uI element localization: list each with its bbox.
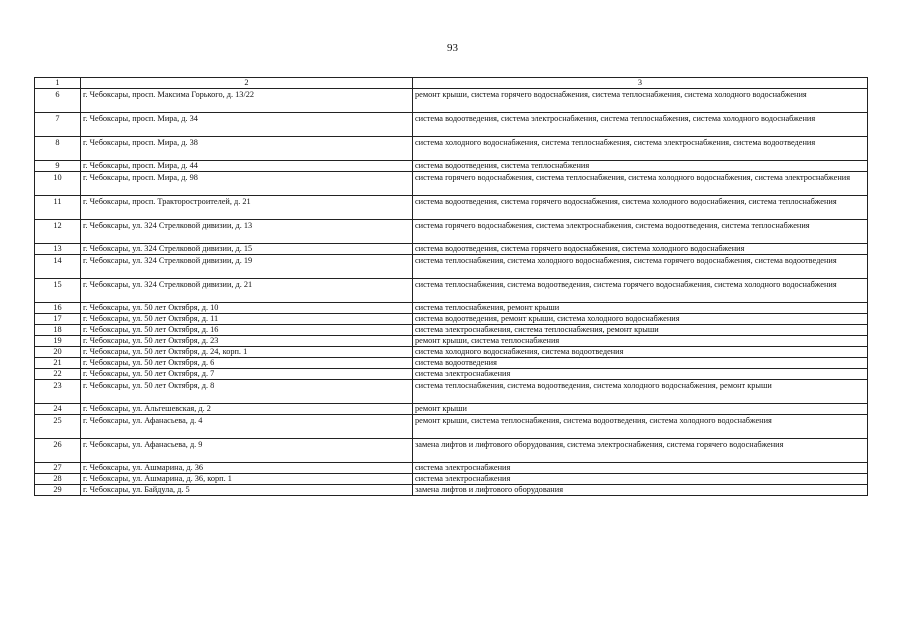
row-number-cell: 27: [35, 463, 81, 474]
column-header-2: 2: [81, 78, 413, 89]
page-number: 93: [447, 42, 458, 54]
address-cell: г. Чебоксары, ул. 324 Стрелковой дивизии, д. 21: [81, 279, 413, 303]
table-row: [35, 196, 868, 220]
works-cell: система холодного водоснабжения, система теплоснабжения, система электроснабжения, система водоотведения: [413, 137, 868, 161]
table-row: [35, 474, 868, 485]
works-cell: система теплоснабжения, ремонт крыши: [413, 303, 868, 314]
address-cell: г. Чебоксары, ул. 324 Стрелковой дивизии, д. 19: [81, 255, 413, 279]
table-row: [35, 255, 868, 279]
address-cell: г. Чебоксары, ул. 324 Стрелковой дивизии, д. 15: [81, 244, 413, 255]
works-cell: ремонт крыши, система теплоснабжения: [413, 336, 868, 347]
address-cell: г. Чебоксары, просп. Тракторостроителей, д. 21: [81, 196, 413, 220]
table-row: [35, 89, 868, 113]
address-cell: г. Чебоксары, ул. 50 лет Октября, д. 11: [81, 314, 413, 325]
column-header-3: 3: [413, 78, 868, 89]
row-number-cell: 14: [35, 255, 81, 279]
table-row: [35, 303, 868, 314]
address-cell: г. Чебоксары, ул. Афанасьева, д. 9: [81, 439, 413, 463]
works-cell: система водоотведения, система электроснабжения, система теплоснабжения, система холодного водоснабжения: [413, 113, 868, 137]
address-cell: г. Чебоксары, просп. Мира, д. 98: [81, 172, 413, 196]
address-cell: г. Чебоксары, ул. 50 лет Октября, д. 7: [81, 369, 413, 380]
address-cell: г. Чебоксары, просп. Мира, д. 34: [81, 113, 413, 137]
works-cell: система электроснабжения: [413, 463, 868, 474]
row-number-cell: 7: [35, 113, 81, 137]
address-cell: г. Чебоксары, ул. Альгешевская, д. 2: [81, 404, 413, 415]
table-row: [35, 369, 868, 380]
works-cell: замена лифтов и лифтового оборудования, система электроснабжения, система горячего водоснабжения: [413, 439, 868, 463]
row-number-cell: 8: [35, 137, 81, 161]
table-row: [35, 220, 868, 244]
row-number-cell: 18: [35, 325, 81, 336]
column-header-1: 1: [35, 78, 81, 89]
row-number-cell: 17: [35, 314, 81, 325]
repair-table: [34, 77, 868, 496]
table-row: [35, 244, 868, 255]
works-cell: система водоотведения, система горячего водоснабжения, система холодного водоснабжения, система теплоснабжения: [413, 196, 868, 220]
table-row: [35, 172, 868, 196]
works-cell: система холодного водоснабжения, система водоотведения: [413, 347, 868, 358]
works-cell: система электроснабжения: [413, 369, 868, 380]
works-cell: система теплоснабжения, система водоотведения, система горячего водоснабжения, система холодного водоснабжения: [413, 279, 868, 303]
address-cell: г. Чебоксары, просп. Мира, д. 38: [81, 137, 413, 161]
table-row: [35, 404, 868, 415]
table-row: [35, 415, 868, 439]
address-cell: г. Чебоксары, ул. 50 лет Октября, д. 16: [81, 325, 413, 336]
works-cell: система электроснабжения: [413, 474, 868, 485]
row-number-cell: 25: [35, 415, 81, 439]
address-cell: г. Чебоксары, ул. Байдула, д. 5: [81, 485, 413, 496]
works-cell: система электроснабжения, система теплоснабжения, ремонт крыши: [413, 325, 868, 336]
row-number-cell: 24: [35, 404, 81, 415]
works-cell: ремонт крыши, система горячего водоснабжения, система теплоснабжения, система холодного водоснабжения: [413, 89, 868, 113]
table-body: [35, 89, 868, 496]
row-number-cell: 23: [35, 380, 81, 404]
works-cell: система горячего водоснабжения, система теплоснабжения, система холодного водоснабжения, система электроснабжения: [413, 172, 868, 196]
table-row: [35, 380, 868, 404]
address-cell: г. Чебоксары, ул. Ашмарина, д. 36: [81, 463, 413, 474]
table-row: [35, 463, 868, 474]
address-cell: г. Чебоксары, ул. 324 Стрелковой дивизии, д. 13: [81, 220, 413, 244]
row-number-cell: 28: [35, 474, 81, 485]
works-cell: система теплоснабжения, система водоотведения, система холодного водоснабжения, ремонт крыши: [413, 380, 868, 404]
table-row: [35, 113, 868, 137]
row-number-cell: 11: [35, 196, 81, 220]
table-row: [35, 161, 868, 172]
row-number-cell: 12: [35, 220, 81, 244]
address-cell: г. Чебоксары, ул. Афанасьева, д. 4: [81, 415, 413, 439]
address-cell: г. Чебоксары, ул. 50 лет Октября, д. 10: [81, 303, 413, 314]
address-cell: г. Чебоксары, просп. Мира, д. 44: [81, 161, 413, 172]
table-row: [35, 485, 868, 496]
address-cell: г. Чебоксары, просп. Максима Горького, д. 13/22: [81, 89, 413, 113]
table-row: [35, 137, 868, 161]
address-cell: г. Чебоксары, ул. 50 лет Октября, д. 24, корп. 1: [81, 347, 413, 358]
address-cell: г. Чебоксары, ул. Ашмарина, д. 36, корп. 1: [81, 474, 413, 485]
works-cell: замена лифтов и лифтового оборудования: [413, 485, 868, 496]
row-number-cell: 21: [35, 358, 81, 369]
table-row: [35, 279, 868, 303]
works-cell: система теплоснабжения, система холодного водоснабжения, система горячего водоснабжения, система водоотведения: [413, 255, 868, 279]
row-number-cell: 29: [35, 485, 81, 496]
row-number-cell: 26: [35, 439, 81, 463]
row-number-cell: 20: [35, 347, 81, 358]
works-cell: система водоотведения, система теплоснабжения: [413, 161, 868, 172]
table-row: [35, 358, 868, 369]
works-cell: система водоотведения: [413, 358, 868, 369]
works-cell: система горячего водоснабжения, система электроснабжения, система водоотведения, система теплоснабжения: [413, 220, 868, 244]
works-cell: система водоотведения, ремонт крыши, система холодного водоснабжения: [413, 314, 868, 325]
row-number-cell: 16: [35, 303, 81, 314]
row-number-cell: 15: [35, 279, 81, 303]
row-number-cell: 6: [35, 89, 81, 113]
works-cell: ремонт крыши: [413, 404, 868, 415]
table-row: [35, 439, 868, 463]
works-cell: ремонт крыши, система теплоснабжения, система водоотведения, система холодного водоснабжения: [413, 415, 868, 439]
table-row: [35, 325, 868, 336]
row-number-cell: 19: [35, 336, 81, 347]
address-cell: г. Чебоксары, ул. 50 лет Октября, д. 8: [81, 380, 413, 404]
row-number-cell: 13: [35, 244, 81, 255]
address-cell: г. Чебоксары, ул. 50 лет Октября, д. 23: [81, 336, 413, 347]
table-row: [35, 347, 868, 358]
row-number-cell: 22: [35, 369, 81, 380]
header-row: [35, 78, 868, 89]
works-cell: система водоотведения, система горячего водоснабжения, система холодного водоснабжения: [413, 244, 868, 255]
table-row: [35, 314, 868, 325]
address-cell: г. Чебоксары, ул. 50 лет Октября, д. 6: [81, 358, 413, 369]
table-row: [35, 336, 868, 347]
row-number-cell: 10: [35, 172, 81, 196]
row-number-cell: 9: [35, 161, 81, 172]
